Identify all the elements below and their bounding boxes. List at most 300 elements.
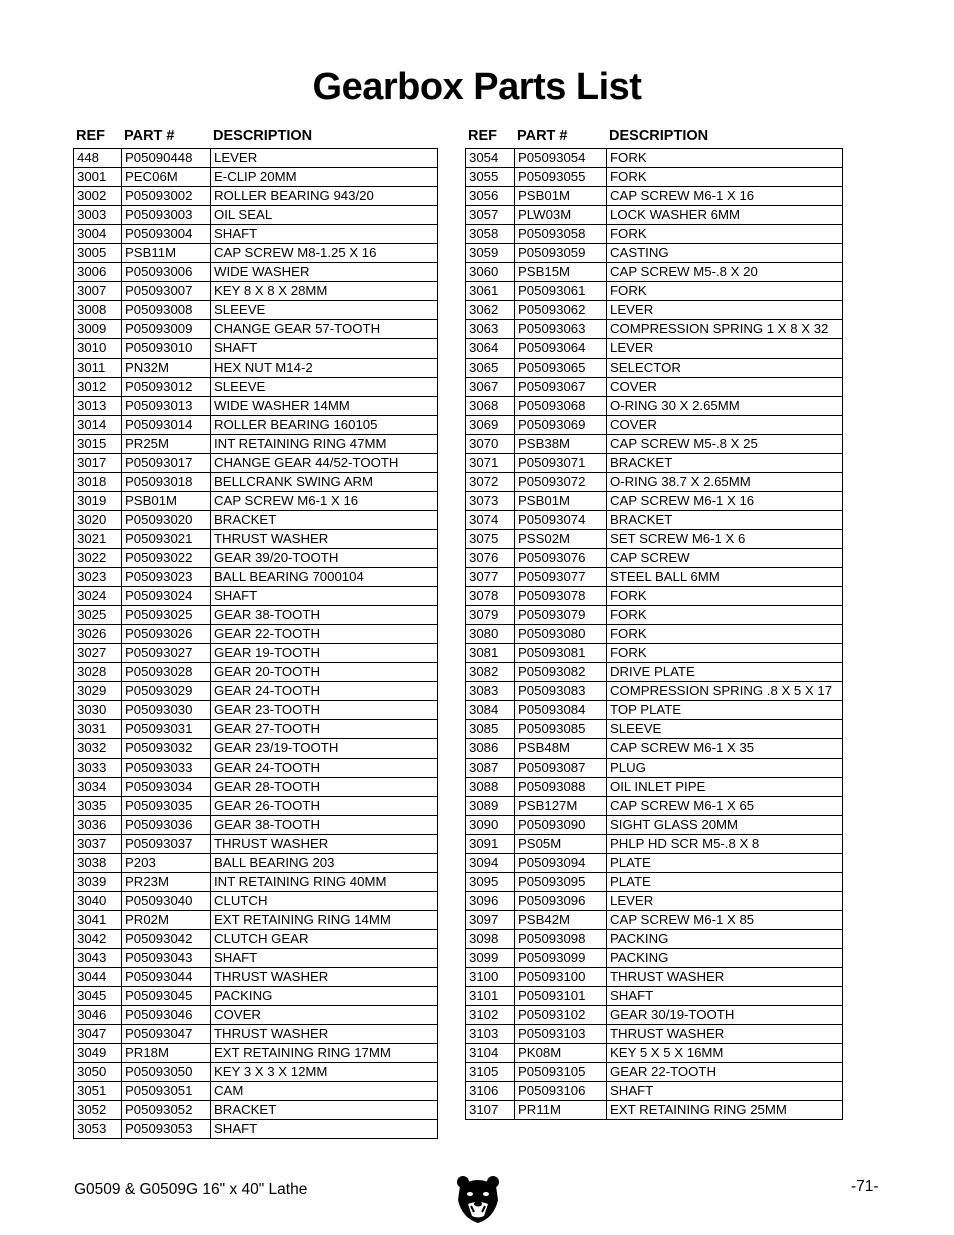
row-ref: 3087: [466, 759, 515, 777]
table-row: [466, 568, 842, 587]
row-part-number: P05093076: [515, 549, 607, 567]
row-part-number: P05093063: [515, 320, 607, 338]
row-ref: 3078: [466, 587, 515, 605]
row-description: COVER: [610, 416, 657, 432]
table-row: [74, 359, 437, 378]
row-ref: 3053: [74, 1120, 122, 1138]
row-ref: 3021: [74, 530, 122, 548]
row-description: SHAFT: [214, 1121, 258, 1137]
row-description: BALL BEARING 7000104: [214, 569, 364, 585]
row-ref: 3043: [74, 949, 122, 967]
row-part-number: P05093044: [122, 968, 211, 986]
row-ref: 3041: [74, 911, 122, 929]
row-ref: 3007: [74, 282, 122, 300]
row-ref: 3050: [74, 1063, 122, 1081]
row-ref: 3046: [74, 1006, 122, 1024]
column-header-ref: REF: [468, 128, 497, 144]
table-row: [74, 206, 437, 225]
row-ref: 3059: [466, 244, 515, 262]
row-part-number: P05093053: [122, 1120, 211, 1138]
table-row: [466, 492, 842, 511]
row-ref: 3009: [74, 320, 122, 338]
table-row: [466, 797, 842, 816]
row-part-number: P05093072: [515, 473, 607, 491]
table-row: [466, 701, 842, 720]
table-row: [466, 206, 842, 225]
table-row: [74, 797, 437, 816]
row-ref: 3083: [466, 682, 515, 700]
row-description: LEVER: [214, 150, 258, 165]
row-description: CAP SCREW M6-1 X 16: [610, 188, 755, 204]
table-row: [74, 987, 437, 1006]
row-description: WIDE WASHER: [214, 264, 310, 280]
row-ref: 3030: [74, 701, 122, 719]
row-part-number: P05093006: [122, 263, 211, 281]
table-row: [466, 759, 842, 778]
row-part-number: P05093020: [122, 511, 211, 529]
table-row: [74, 1101, 437, 1120]
page-title: Gearbox Parts List: [312, 66, 642, 108]
row-part-number: PSB11M: [122, 244, 211, 262]
row-description: SHAFT: [214, 949, 258, 965]
table-row: [466, 587, 842, 606]
row-ref: 3081: [466, 644, 515, 662]
row-part-number: P05093055: [515, 168, 607, 186]
row-part-number: PR02M: [122, 911, 211, 929]
row-part-number: P05093047: [122, 1025, 211, 1043]
row-description: CAP SCREW M8-1.25 X 16: [214, 245, 377, 261]
row-ref: 3084: [466, 701, 515, 719]
table-row: [74, 873, 437, 892]
row-description: LEVER: [610, 892, 654, 908]
row-part-number: P05093085: [515, 720, 607, 738]
table-row: [466, 301, 842, 320]
row-description: LOCK WASHER 6MM: [610, 207, 740, 223]
table-row: [466, 873, 842, 892]
row-part-number: PR18M: [122, 1044, 211, 1062]
row-part-number: P05093024: [122, 587, 211, 605]
row-description: PLATE: [610, 854, 651, 870]
row-part-number: P05093096: [515, 892, 607, 910]
parts-table-right: [465, 124, 843, 1120]
table-row: [74, 911, 437, 930]
column-header-ref: REF: [76, 128, 105, 144]
row-ref: 3015: [74, 435, 122, 453]
row-ref: 3100: [466, 968, 515, 986]
row-ref: 3052: [74, 1101, 122, 1119]
row-description: GEAR 23-TOOTH: [214, 702, 321, 718]
row-ref: 3020: [74, 511, 122, 529]
row-ref: 3102: [466, 1006, 515, 1024]
row-description: COMPRESSION SPRING 1 X 8 X 32: [610, 321, 829, 337]
row-part-number: P05093025: [122, 606, 211, 624]
row-description: COVER: [610, 378, 657, 394]
row-description: FORK: [610, 645, 647, 661]
table-row: [466, 1082, 842, 1101]
row-part-number: P05093031: [122, 720, 211, 738]
row-part-number: P05093050: [122, 1063, 211, 1081]
row-ref: 3051: [74, 1082, 122, 1100]
row-part-number: P05093094: [515, 854, 607, 872]
row-part-number: P05093079: [515, 606, 607, 624]
row-ref: 3096: [466, 892, 515, 910]
table-row: [466, 397, 842, 416]
row-ref: 3074: [466, 511, 515, 529]
table-row: [74, 492, 437, 511]
row-part-number: PEC06M: [122, 168, 211, 186]
table-row: [74, 301, 437, 320]
row-description: CAP SCREW M6-1 X 65: [610, 797, 755, 813]
table-row: [466, 378, 842, 397]
row-part-number: PLW03M: [515, 206, 607, 224]
row-description: FORK: [610, 226, 647, 242]
table-row: [466, 854, 842, 873]
row-part-number: P05093021: [122, 530, 211, 548]
row-description: SLEEVE: [610, 721, 662, 737]
table-row: [466, 225, 842, 244]
row-part-number: PSB127M: [515, 797, 607, 815]
table-row: [466, 1044, 842, 1063]
row-description: THRUST WASHER: [214, 969, 329, 985]
row-ref: 3036: [74, 816, 122, 834]
row-ref: 3058: [466, 225, 515, 243]
table-row: [74, 930, 437, 949]
table-row: [74, 282, 437, 301]
row-ref: 3028: [74, 663, 122, 681]
row-ref: 3014: [74, 416, 122, 434]
row-description: GEAR 38-TOOTH: [214, 607, 321, 623]
table-row: [74, 435, 437, 454]
table-row: [74, 244, 437, 263]
row-description: GEAR 39/20-TOOTH: [214, 549, 339, 565]
row-part-number: P05093013: [122, 397, 211, 415]
row-description: GEAR 20-TOOTH: [214, 664, 321, 680]
table-row: [74, 263, 437, 282]
row-ref: 3063: [466, 320, 515, 338]
table-row: [74, 1044, 437, 1063]
row-part-number: P05093028: [122, 663, 211, 681]
row-part-number: P05093067: [515, 378, 607, 396]
table-row: [74, 416, 437, 435]
row-part-number: P05093023: [122, 568, 211, 586]
row-ref: 3047: [74, 1025, 122, 1043]
table-row: [74, 168, 437, 187]
row-ref: 3038: [74, 854, 122, 872]
row-ref: 3023: [74, 568, 122, 586]
table-row: [74, 339, 437, 358]
row-part-number: P05093090: [515, 816, 607, 834]
row-description: GEAR 24-TOOTH: [214, 683, 321, 699]
row-ref: 3011: [74, 359, 122, 377]
page-number: -71-: [851, 1178, 879, 1195]
row-ref: 3106: [466, 1082, 515, 1100]
table-row: [466, 282, 842, 301]
row-ref: 3034: [74, 778, 122, 796]
row-description: GEAR 19-TOOTH: [214, 645, 321, 661]
row-part-number: P05093101: [515, 987, 607, 1005]
row-part-number: P05093010: [122, 339, 211, 357]
row-ref: 3097: [466, 911, 515, 929]
row-description: CAM: [214, 1083, 244, 1099]
table-row: [466, 244, 842, 263]
table-row: [74, 1082, 437, 1101]
row-description: OIL INLET PIPE: [610, 778, 706, 794]
row-description: PACKING: [214, 988, 273, 1004]
row-part-number: PSB38M: [515, 435, 607, 453]
table-row: [466, 359, 842, 378]
row-description: SHAFT: [610, 1083, 654, 1099]
row-ref: 3055: [466, 168, 515, 186]
row-description: SET SCREW M6-1 X 6: [610, 530, 746, 546]
row-description: PACKING: [610, 930, 669, 946]
table-row: [466, 949, 842, 968]
table-row: [466, 1006, 842, 1025]
table-row: [74, 454, 437, 473]
row-description: CAP SCREW M6-1 X 35: [610, 740, 755, 756]
column-header-part: PART #: [124, 128, 175, 144]
row-description: OIL SEAL: [214, 207, 273, 223]
row-ref: 3080: [466, 625, 515, 643]
row-ref: 3025: [74, 606, 122, 624]
row-part-number: P05093052: [122, 1101, 211, 1119]
row-description: PLUG: [610, 759, 646, 775]
row-description: E-CLIP 20MM: [214, 169, 297, 185]
row-description: ROLLER BEARING 160105: [214, 416, 378, 432]
row-part-number: P05090448: [122, 149, 211, 167]
row-part-number: P05093037: [122, 835, 211, 853]
table-row: [466, 682, 842, 701]
row-ref: 3008: [74, 301, 122, 319]
row-part-number: P05093084: [515, 701, 607, 719]
row-part-number: P05093003: [122, 206, 211, 224]
table-row: [466, 778, 842, 797]
table-row: [466, 168, 842, 187]
table-row: [466, 911, 842, 930]
column-header-part: PART #: [517, 128, 568, 144]
row-ref: 3049: [74, 1044, 122, 1062]
row-part-number: P05093034: [122, 778, 211, 796]
row-part-number: PSB01M: [122, 492, 211, 510]
row-part-number: P05093027: [122, 644, 211, 662]
table-row: [74, 720, 437, 739]
table-row: [74, 759, 437, 778]
row-ref: 3070: [466, 435, 515, 453]
row-ref: 3022: [74, 549, 122, 567]
table-row: [466, 720, 842, 739]
row-description: KEY 3 X 3 X 12MM: [214, 1064, 328, 1080]
table-row: [466, 339, 842, 358]
row-description: FORK: [610, 150, 647, 165]
row-description: GEAR 22-TOOTH: [214, 626, 321, 642]
table-row: [74, 854, 437, 873]
row-description: CHANGE GEAR 57-TOOTH: [214, 321, 381, 337]
row-description: LEVER: [610, 302, 654, 318]
row-ref: 3072: [466, 473, 515, 491]
row-part-number: P05093080: [515, 625, 607, 643]
row-description: GEAR 23/19-TOOTH: [214, 740, 339, 756]
table-row: [466, 816, 842, 835]
row-ref: 3064: [466, 339, 515, 357]
table-header: [465, 124, 843, 148]
row-description: EXT RETAINING RING 25MM: [610, 1102, 787, 1118]
row-ref: 3002: [74, 187, 122, 205]
row-part-number: PR25M: [122, 435, 211, 453]
row-ref: 3105: [466, 1063, 515, 1081]
table-row: [466, 1025, 842, 1044]
table-row: [74, 320, 437, 339]
table-row: [74, 511, 437, 530]
row-description: EXT RETAINING RING 17MM: [214, 1045, 391, 1061]
row-description: FORK: [610, 588, 647, 604]
table-row: [466, 739, 842, 758]
column-header-description: DESCRIPTION: [609, 128, 709, 144]
row-description: O-RING 30 X 2.65MM: [610, 397, 740, 413]
row-part-number: P05093061: [515, 282, 607, 300]
row-part-number: P05093095: [515, 873, 607, 891]
row-part-number: PSB01M: [515, 492, 607, 510]
row-part-number: P05093040: [122, 892, 211, 910]
row-description: THRUST WASHER: [610, 969, 725, 985]
row-part-number: P05093033: [122, 759, 211, 777]
row-part-number: P05093036: [122, 816, 211, 834]
row-ref: 3032: [74, 739, 122, 757]
table-body: [73, 148, 438, 1139]
row-description: KEY 5 X 5 X 16MM: [610, 1045, 724, 1061]
table-row: [466, 320, 842, 339]
table-row: [466, 435, 842, 454]
table-row: [466, 930, 842, 949]
row-part-number: P05093105: [515, 1063, 607, 1081]
row-part-number: P05093064: [515, 339, 607, 357]
row-part-number: P05093074: [515, 511, 607, 529]
row-description: INT RETAINING RING 47MM: [214, 435, 387, 451]
table-row: [74, 149, 437, 168]
row-part-number: P05093007: [122, 282, 211, 300]
row-part-number: P05093009: [122, 320, 211, 338]
row-ref: 3107: [466, 1101, 515, 1119]
row-part-number: PK08M: [515, 1044, 607, 1062]
row-part-number: P05093043: [122, 949, 211, 967]
row-part-number: PSB15M: [515, 263, 607, 281]
row-part-number: P05093077: [515, 568, 607, 586]
row-ref: 3089: [466, 797, 515, 815]
row-ref: 3103: [466, 1025, 515, 1043]
table-row: [466, 416, 842, 435]
row-description: THRUST WASHER: [214, 530, 329, 546]
row-part-number: P05093106: [515, 1082, 607, 1100]
row-ref: 3012: [74, 378, 122, 396]
table-row: [466, 149, 842, 168]
column-header-description: DESCRIPTION: [213, 128, 313, 144]
row-part-number: P05093035: [122, 797, 211, 815]
row-ref: 3071: [466, 454, 515, 472]
row-description: SHAFT: [214, 588, 258, 604]
row-part-number: PSB01M: [515, 187, 607, 205]
row-part-number: PN32M: [122, 359, 211, 377]
row-ref: 3027: [74, 644, 122, 662]
row-description: CAP SCREW M5-.8 X 20: [610, 264, 758, 280]
row-part-number: P05093054: [515, 149, 607, 167]
row-part-number: P05093059: [515, 244, 607, 262]
row-ref: 3056: [466, 187, 515, 205]
table-row: [74, 473, 437, 492]
row-description: EXT RETAINING RING 14MM: [214, 911, 391, 927]
table-row: [74, 682, 437, 701]
row-description: GEAR 38-TOOTH: [214, 816, 321, 832]
row-ref: 3101: [466, 987, 515, 1005]
row-part-number: P05093051: [122, 1082, 211, 1100]
row-ref: 3090: [466, 816, 515, 834]
row-description: FORK: [610, 607, 647, 623]
row-ref: 3031: [74, 720, 122, 738]
table-row: [74, 1006, 437, 1025]
parts-table-left: [73, 124, 438, 1139]
row-description: THRUST WASHER: [214, 1026, 329, 1042]
row-description: CAP SCREW M6-1 X 16: [214, 492, 359, 508]
row-part-number: P05093069: [515, 416, 607, 434]
row-part-number: P05093017: [122, 454, 211, 472]
row-ref: 3029: [74, 682, 122, 700]
table-row: [74, 663, 437, 682]
row-ref: 3068: [466, 397, 515, 415]
row-ref: 3045: [74, 987, 122, 1005]
row-ref: 3013: [74, 397, 122, 415]
row-part-number: PSB42M: [515, 911, 607, 929]
row-ref: 3095: [466, 873, 515, 891]
row-ref: 3085: [466, 720, 515, 738]
row-part-number: P05093012: [122, 378, 211, 396]
row-ref: 3086: [466, 739, 515, 757]
row-ref: 3079: [466, 606, 515, 624]
row-description: BRACKET: [214, 1102, 277, 1118]
row-ref: 3019: [74, 492, 122, 510]
row-part-number: P05093045: [122, 987, 211, 1005]
row-description: GEAR 30/19-TOOTH: [610, 1007, 735, 1023]
row-description: FORK: [610, 169, 647, 185]
row-part-number: P05093026: [122, 625, 211, 643]
row-description: ROLLER BEARING 943/20: [214, 188, 374, 204]
row-ref: 3044: [74, 968, 122, 986]
row-ref: 3061: [466, 282, 515, 300]
table-row: [74, 949, 437, 968]
table-row: [74, 816, 437, 835]
table-row: [466, 644, 842, 663]
row-description: COVER: [214, 1007, 261, 1023]
footer-model-name: G0509 & G0509G 16" x 40" Lathe: [74, 1181, 308, 1198]
table-row: [466, 263, 842, 282]
table-row: [74, 835, 437, 854]
row-description: LEVER: [610, 340, 654, 356]
table-row: [74, 644, 437, 663]
table-row: [74, 1025, 437, 1044]
row-description: BALL BEARING 203: [214, 854, 335, 870]
row-description: BRACKET: [610, 511, 673, 527]
row-description: KEY 8 X 8 X 28MM: [214, 283, 328, 299]
row-ref: 3018: [74, 473, 122, 491]
row-description: PHLP HD SCR M5-.8 X 8: [610, 835, 760, 851]
row-description: O-RING 38.7 X 2.65MM: [610, 473, 751, 489]
table-row: [466, 473, 842, 492]
row-part-number: P05093103: [515, 1025, 607, 1043]
row-ref: 3057: [466, 206, 515, 224]
row-part-number: P05093099: [515, 949, 607, 967]
row-description: BELLCRANK SWING ARM: [214, 473, 374, 489]
row-description: SHAFT: [214, 340, 258, 356]
row-ref: 3082: [466, 663, 515, 681]
table-row: [74, 701, 437, 720]
row-part-number: P05093042: [122, 930, 211, 948]
row-ref: 3035: [74, 797, 122, 815]
